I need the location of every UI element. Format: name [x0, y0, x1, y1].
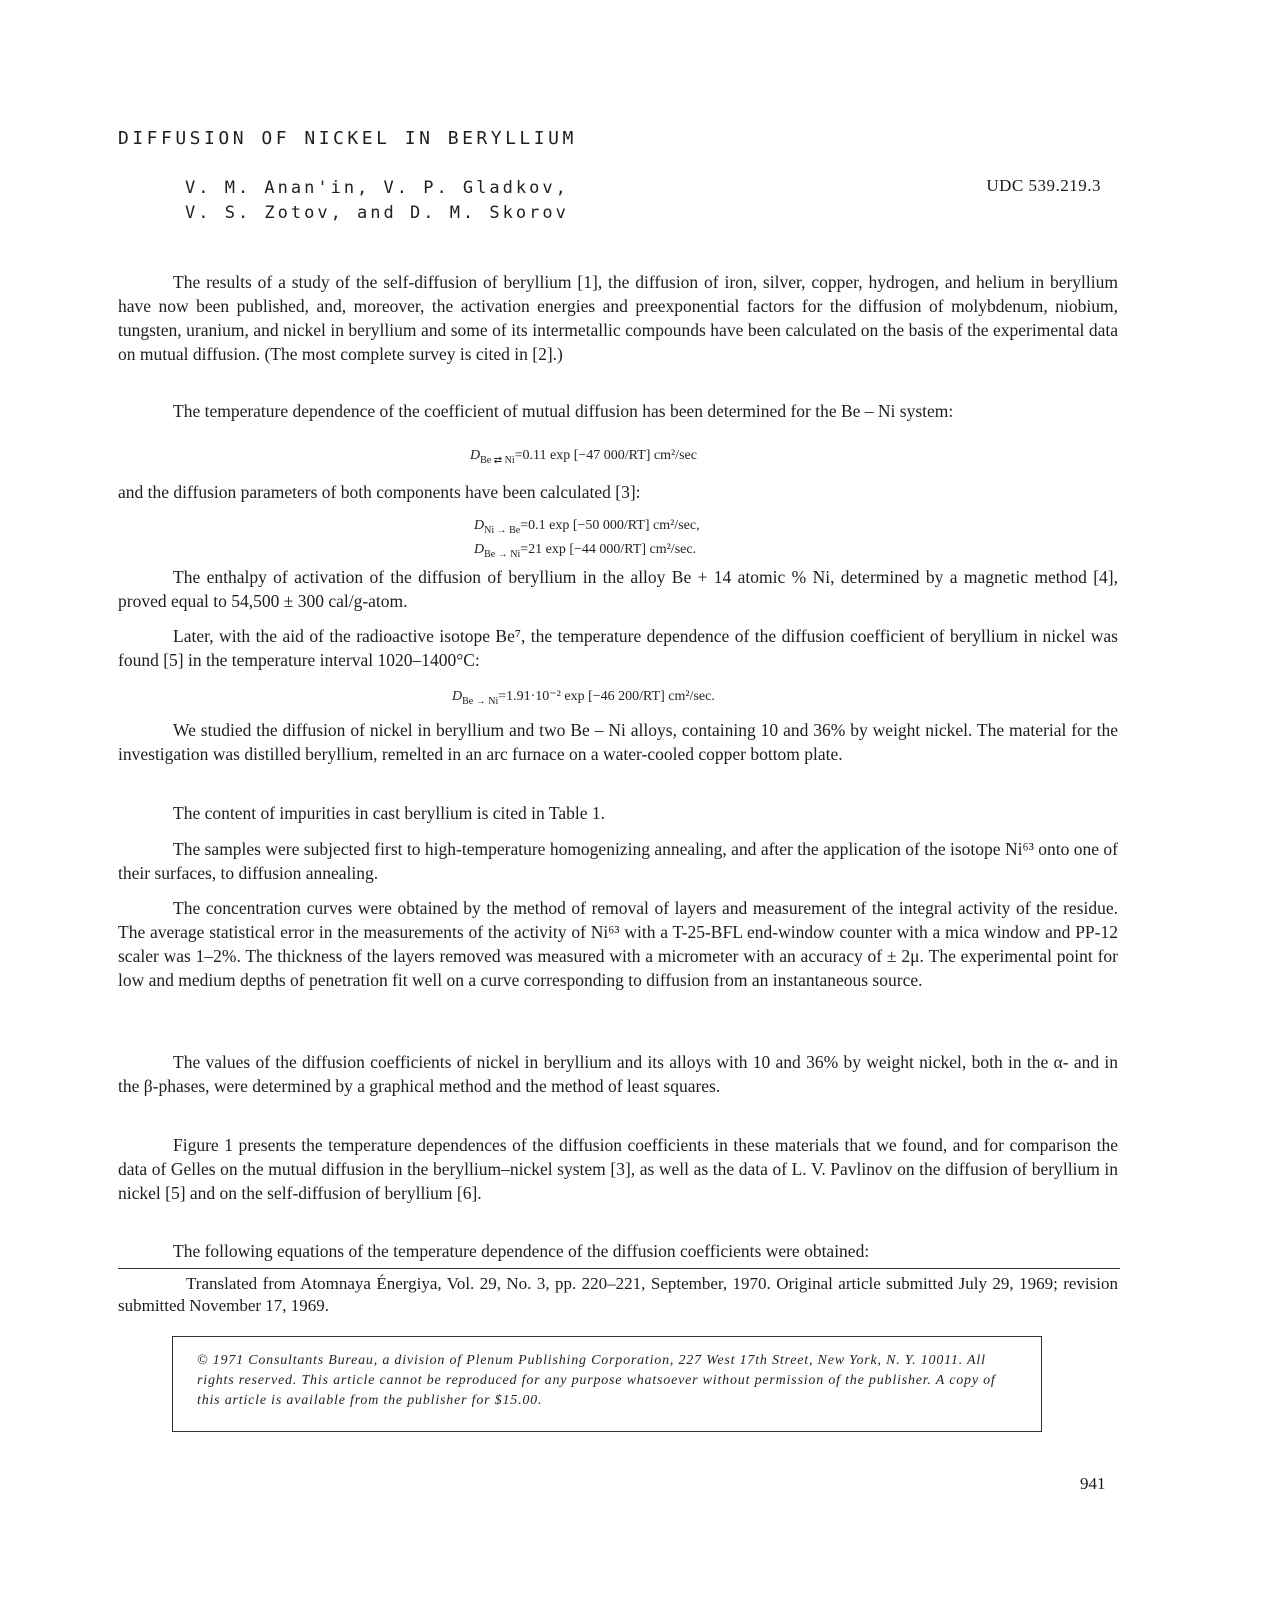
eq2-lhs: D	[474, 518, 485, 533]
paragraph-11-block	[118, 1133, 1118, 1205]
eq1-subscript: Be ⇄ Ni	[480, 455, 515, 466]
page-number: 941	[1080, 1474, 1106, 1493]
author-list	[185, 176, 569, 226]
equation-mutual-diffusion	[470, 444, 870, 473]
paragraph-9-block	[118, 896, 1118, 992]
paragraph-4-block	[118, 565, 1118, 613]
authors-line-1: V. M. Anan'in, V. P. Gladkov,	[185, 178, 569, 198]
paragraph-5: Later, with the aid of the radioactive isotope Be⁷, the temperature dependence of the diffusion coefficient of beryllium in nickel was found [5] in the temperature interval 1020–1400°C:	[118, 626, 1118, 670]
paragraph-10: The values of the diffusion coefficients of nickel in beryllium and its alloys with 10 and 36% by weight nickel, both in the α- and in the β-phases, were determined by a graphical method and the method of least squares.	[118, 1052, 1118, 1096]
footnote-divider	[118, 1268, 1120, 1269]
udc-code: UDC 539.219.3	[986, 176, 1101, 195]
paragraph-11: Figure 1 presents the temperature dependences of the diffusion coefficients in these materials that we found, and for comparison the data of Gelles on the mutual diffusion in the beryllium–nickel system [3], as well as the data of L. V. Pavlinov on the diffusion of beryllium in nickel [5] and on the self-diffusion of beryllium [6].	[118, 1135, 1118, 1203]
eq3-lhs: D	[474, 542, 485, 557]
paragraph-12: The following equations of the temperature dependence of the diffusion coefficients were obtained:	[173, 1241, 870, 1261]
paragraph-2: The temperature dependence of the coefficient of mutual diffusion has been determined for the Be – Ni system:	[173, 401, 954, 421]
eq1-lhs: D	[470, 448, 481, 463]
eq3-rhs: =21 exp [−44 000/RT] cm²/sec.	[520, 542, 697, 557]
paragraph-7: The content of impurities in cast beryllium is cited in Table 1.	[173, 803, 605, 823]
copyright-text: © 1971 Consultants Bureau, a division of Plenum Publishing Corporation, 227 West 17th Street, New York, N. Y. 10011. All rights reserved. This article cannot be reproduced for any purpose whatsoever without permission of the publisher. A copy of this article is available from the publisher for $15.00.	[197, 1353, 996, 1408]
authors-line-2: V. S. Zotov, and D. M. Skorov	[185, 203, 569, 223]
article-title: DIFFUSION OF NICKEL IN BERYLLIUM	[118, 128, 577, 149]
paragraph-5-block	[118, 624, 1118, 672]
eq3-subscript: Be → Ni	[484, 549, 521, 560]
equation-pavlinov	[452, 685, 872, 714]
eq4-subscript: Be → Ni	[462, 696, 499, 707]
paragraph-7-block	[118, 801, 1118, 825]
paragraph-3: and the diffusion parameters of both components have been calculated [3]:	[118, 482, 641, 502]
paragraph-4: The enthalpy of activation of the diffusion of beryllium in the alloy Be + 14 atomic % Ni, determined by a magnetic method [4], proved equal to 54,500 ± 300 cal/g-atom.	[118, 567, 1118, 611]
paragraph-6: We studied the diffusion of nickel in beryllium and two Be – Ni alloys, containing 10 and 36% by weight nickel. The material for the investigation was distilled beryllium, remelted in an arc furnace on a water-cooled copper bottom plate.	[118, 720, 1118, 764]
paragraph-2-block	[118, 399, 1118, 423]
copyright-box	[172, 1336, 1042, 1432]
paragraph-8-block	[118, 837, 1118, 885]
paragraph-6-block	[118, 718, 1118, 766]
paragraph-3-block	[118, 480, 1118, 504]
translation-note	[118, 1273, 1118, 1317]
eq1-rhs: =0.11 exp [−47 000/RT] cm²/sec	[514, 448, 697, 463]
equation-be-in-ni	[474, 538, 874, 567]
paragraph-10-block	[118, 1050, 1118, 1098]
paragraph-8: The samples were subjected first to high-temperature homogenizing annealing, and after the application of the isotope Ni⁶³ onto one of their surfaces, to diffusion annealing.	[118, 839, 1118, 883]
paragraph-1: The results of a study of the self-diffusion of beryllium [1], the diffusion of iron, silver, copper, hydrogen, and helium in beryllium have now been published, and, moreover, the activation energies and preexponential factors for the diffusion of molybdenum, niobium, tungsten, uranium, and nickel in beryllium and some of its intermetallic compounds have been calculated on the basis of the experimental data on mutual diffusion. (The most complete survey is cited in [2].)	[118, 272, 1118, 364]
eq4-rhs: =1.91·10⁻² exp [−46 200/RT] cm²/sec.	[498, 689, 715, 704]
paragraph-12-block	[118, 1239, 1118, 1263]
paragraph-9: The concentration curves were obtained by the method of removal of layers and measurement of the integral activity of the residue. The average statistical error in the measurements of the activity of Ni⁶³ with a T-25-BFL end-window counter with a mica window and PP-12 scaler was 1–2%. The thickness of the layers removed was measured with a micrometer with an accuracy of ± 2μ. The experimental point for low and medium depths of penetration fit well on a curve corresponding to diffusion from an instantaneous source.	[118, 898, 1118, 990]
eq2-subscript: Ni → Be	[484, 525, 521, 536]
eq2-rhs: =0.1 exp [−50 000/RT] cm²/sec,	[520, 518, 700, 533]
translation-note-text: Translated from Atomnaya Énergiya, Vol. 29, No. 3, pp. 220–221, September, 1970. Original article submitted July 29, 1969; revision submitted November 17, 1969.	[118, 1274, 1118, 1315]
paragraph-1-block	[118, 270, 1118, 366]
eq4-lhs: D	[452, 689, 463, 704]
